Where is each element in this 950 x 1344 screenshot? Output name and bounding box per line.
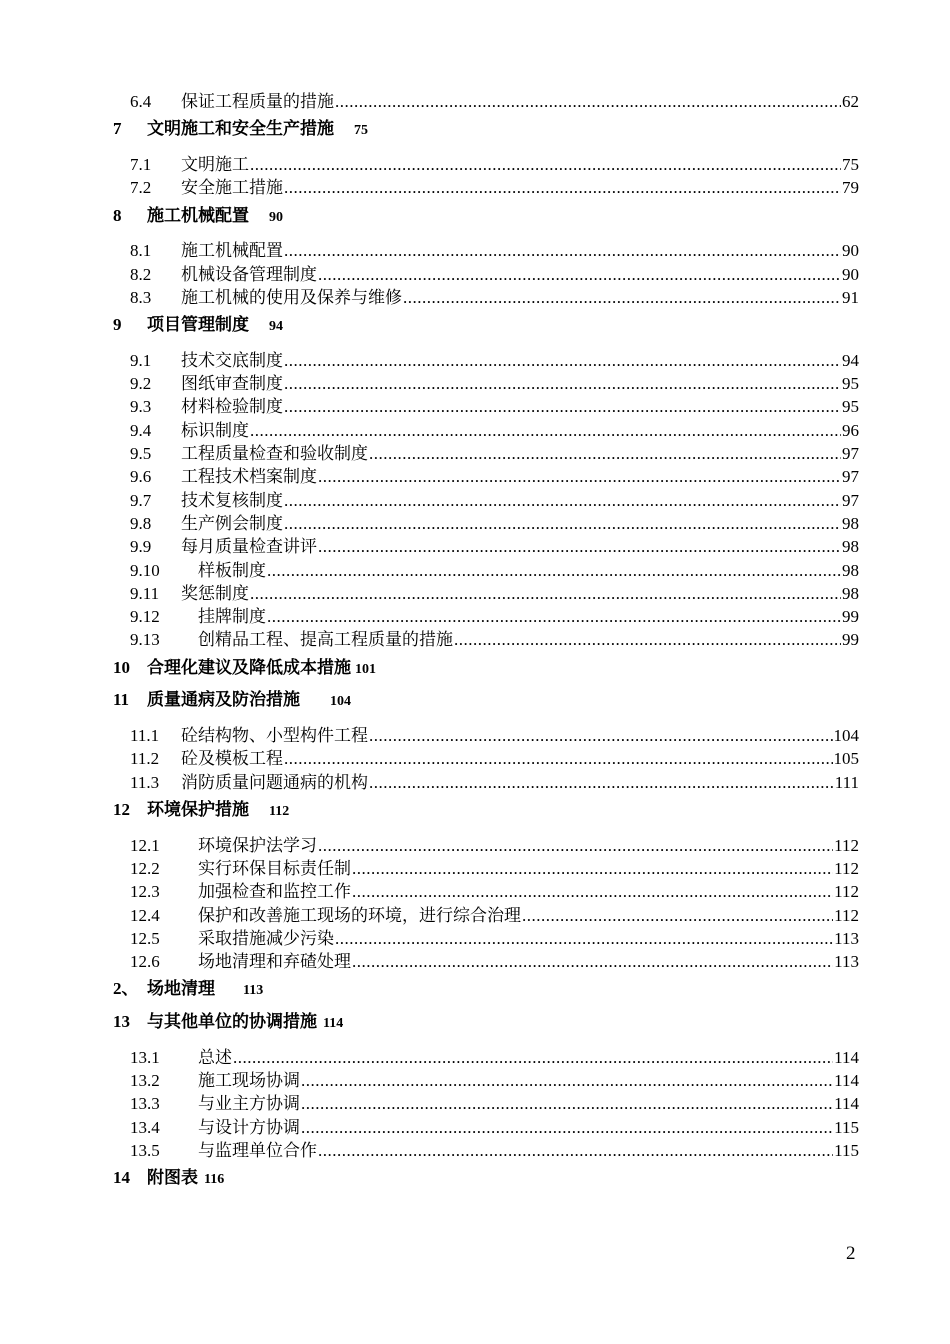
toc-entry[interactable] bbox=[113, 582, 859, 605]
entry-title: 与业主方协调 bbox=[198, 1094, 300, 1114]
entry-page: 97 bbox=[842, 467, 859, 487]
toc-entry[interactable] bbox=[113, 880, 859, 903]
entry-number: 13.5 bbox=[130, 1141, 160, 1160]
leader-dots bbox=[352, 880, 833, 903]
toc-entry[interactable] bbox=[113, 950, 859, 973]
entry-number: 11.1 bbox=[130, 726, 160, 746]
entry-number: 9.3 bbox=[130, 397, 152, 417]
toc-entry[interactable] bbox=[113, 1139, 859, 1162]
toc-entry[interactable] bbox=[113, 1116, 859, 1139]
chapter-title: 质量通病及防治措施 bbox=[147, 690, 300, 710]
entry-page: 115 bbox=[834, 1117, 859, 1137]
entry-number: 11.2 bbox=[130, 749, 160, 769]
entry-number: 8.1 bbox=[130, 241, 152, 261]
entry-page: 96 bbox=[842, 420, 859, 440]
entry-title: 采取措施减少污染 bbox=[198, 928, 334, 948]
entry-page: 112 bbox=[834, 905, 859, 925]
entry-title: 文明施工 bbox=[181, 154, 249, 174]
entry-number: 12.2 bbox=[130, 858, 160, 878]
leader-dots bbox=[369, 771, 834, 794]
chapter-number: 13 bbox=[113, 1012, 130, 1032]
entry-page: 99 bbox=[842, 630, 859, 650]
chapter-page: 104 bbox=[330, 694, 351, 710]
toc-entry[interactable] bbox=[113, 349, 859, 372]
entry-number: 9.8 bbox=[130, 513, 152, 533]
entry-page: 90 bbox=[842, 241, 859, 261]
leader-dots bbox=[403, 286, 841, 309]
entry-title: 机械设备管理制度 bbox=[181, 264, 317, 284]
entry-page: 115 bbox=[834, 1141, 859, 1160]
toc-entry[interactable] bbox=[113, 239, 859, 262]
entry-title: 创精品工程、提高工程质量的措施 bbox=[198, 630, 453, 650]
leader-dots bbox=[250, 153, 841, 176]
entry-title: 材料检验制度 bbox=[181, 397, 283, 417]
entry-title: 奖惩制度 bbox=[181, 583, 249, 603]
toc-entry[interactable] bbox=[113, 834, 859, 857]
toc-entry[interactable] bbox=[113, 559, 859, 582]
toc-chapter[interactable] bbox=[113, 794, 859, 827]
toc-entry[interactable] bbox=[113, 512, 859, 535]
leader-dots bbox=[318, 535, 841, 558]
toc-entry[interactable] bbox=[113, 90, 859, 113]
chapter-number: 14 bbox=[113, 1168, 130, 1188]
entry-page: 112 bbox=[834, 882, 859, 902]
entry-title: 砼结构物、小型构件工程 bbox=[181, 726, 368, 746]
entry-page: 99 bbox=[842, 607, 859, 627]
leader-dots bbox=[301, 1069, 833, 1092]
entry-page: 95 bbox=[842, 374, 859, 394]
entry-title: 生产例会制度 bbox=[181, 513, 283, 533]
entry-page: 114 bbox=[834, 1047, 859, 1067]
leader-dots bbox=[267, 559, 841, 582]
toc-entry[interactable] bbox=[113, 535, 859, 558]
chapter-page: 113 bbox=[243, 983, 264, 999]
chapter-page: 94 bbox=[269, 319, 283, 335]
entry-page: 97 bbox=[842, 490, 859, 510]
leader-dots bbox=[318, 834, 833, 857]
entry-title: 工程质量检查和验收制度 bbox=[181, 444, 368, 464]
chapter-number: 7 bbox=[113, 119, 122, 139]
entry-number: 11.3 bbox=[130, 772, 160, 792]
entry-page: 75 bbox=[842, 154, 859, 174]
toc-entry[interactable] bbox=[113, 395, 859, 418]
toc-entry[interactable] bbox=[113, 904, 859, 927]
toc-entry[interactable] bbox=[113, 628, 859, 651]
chapter-title: 项目管理制度 bbox=[147, 315, 249, 335]
leader-dots bbox=[250, 419, 841, 442]
chapter-page: 114 bbox=[323, 1016, 344, 1032]
entry-number: 9.1 bbox=[130, 350, 152, 370]
chapter-number: 10 bbox=[113, 657, 130, 677]
entry-title: 消防质量问题通病的机构 bbox=[181, 772, 368, 792]
chapter-title: 与其他单位的协调措施 bbox=[147, 1012, 317, 1032]
entry-number: 12.1 bbox=[130, 835, 160, 855]
entry-title: 施工机械的使用及保养与维修 bbox=[181, 287, 402, 307]
entry-title: 环境保护法学习 bbox=[198, 835, 317, 855]
toc-entry[interactable] bbox=[113, 465, 859, 488]
entry-title: 实行环保目标责任制 bbox=[198, 858, 351, 878]
toc-entry[interactable] bbox=[113, 286, 859, 309]
toc-chapter[interactable] bbox=[113, 309, 859, 342]
leader-dots bbox=[284, 349, 841, 372]
entry-page: 98 bbox=[842, 583, 859, 603]
leader-dots bbox=[250, 582, 841, 605]
entry-number: 12.6 bbox=[130, 952, 160, 972]
toc-chapter[interactable] bbox=[113, 1006, 859, 1039]
entry-title: 与设计方协调 bbox=[198, 1117, 300, 1137]
entry-title: 每月质量检查讲评 bbox=[181, 537, 317, 557]
chapter-title: 合理化建议及降低成本措施 bbox=[147, 657, 351, 677]
entry-title: 施工机械配置 bbox=[181, 241, 283, 261]
leader-dots bbox=[318, 263, 841, 286]
entry-page: 111 bbox=[834, 772, 859, 792]
entry-number: 8.2 bbox=[130, 264, 152, 284]
entry-title: 与监理单位合作 bbox=[198, 1141, 317, 1160]
entry-number: 9.11 bbox=[130, 583, 160, 603]
leader-dots bbox=[369, 442, 841, 465]
entry-number: 7.2 bbox=[130, 178, 152, 198]
toc-entry[interactable] bbox=[113, 442, 859, 465]
toc-entry[interactable] bbox=[113, 1092, 859, 1115]
toc-chapter[interactable] bbox=[113, 1162, 859, 1195]
entry-page: 97 bbox=[842, 444, 859, 464]
leader-dots bbox=[284, 747, 833, 770]
entry-page: 98 bbox=[842, 513, 859, 533]
entry-number: 12.4 bbox=[130, 905, 160, 925]
entry-title: 工程技术档案制度 bbox=[181, 467, 317, 487]
leader-dots bbox=[233, 1046, 833, 1069]
entry-title: 标识制度 bbox=[181, 420, 249, 440]
entry-title: 保护和改善施工现场的环境，进行综合治理 bbox=[198, 905, 521, 925]
entry-title: 样板制度 bbox=[198, 560, 266, 580]
entry-page: 98 bbox=[842, 560, 859, 580]
leader-dots bbox=[335, 927, 833, 950]
chapter-page: 75 bbox=[354, 123, 368, 139]
toc-entry[interactable] bbox=[113, 927, 859, 950]
toc-chapter[interactable] bbox=[113, 113, 859, 146]
entry-number: 9.7 bbox=[130, 490, 152, 510]
toc-entry[interactable] bbox=[113, 857, 859, 880]
toc-chapter[interactable] bbox=[113, 200, 859, 233]
chapter-number: 12 bbox=[113, 799, 130, 819]
entry-number: 12.5 bbox=[130, 928, 160, 948]
entry-title: 安全施工措施 bbox=[181, 178, 283, 198]
toc-entry[interactable] bbox=[113, 724, 859, 747]
entry-title: 保证工程质量的措施 bbox=[181, 92, 334, 111]
chapter-page: 90 bbox=[269, 209, 283, 225]
chapter-title: 施工机械配置 bbox=[147, 205, 249, 225]
chapter-page: 112 bbox=[269, 803, 290, 819]
entry-number: 9.6 bbox=[130, 467, 152, 487]
chapter-title: 场地清理 bbox=[147, 979, 215, 999]
chapter-number: 9 bbox=[113, 315, 122, 335]
table-of-contents bbox=[113, 90, 859, 1195]
toc-entry[interactable] bbox=[113, 605, 859, 628]
entry-number: 9.5 bbox=[130, 444, 152, 464]
entry-title: 技术复核制度 bbox=[181, 490, 283, 510]
toc-entry[interactable] bbox=[113, 153, 859, 176]
leader-dots bbox=[352, 857, 833, 880]
entry-title: 图纸审查制度 bbox=[181, 374, 283, 394]
entry-number: 13.1 bbox=[130, 1047, 160, 1067]
chapter-page: 116 bbox=[204, 1172, 225, 1188]
entry-number: 9.12 bbox=[130, 607, 160, 627]
toc-entry[interactable] bbox=[113, 747, 859, 770]
entry-page: 98 bbox=[842, 537, 859, 557]
toc-entry[interactable] bbox=[113, 1046, 859, 1069]
leader-dots bbox=[369, 724, 833, 747]
leader-dots bbox=[522, 904, 833, 927]
toc-entry[interactable] bbox=[113, 263, 859, 286]
leader-dots bbox=[284, 489, 841, 512]
entry-page: 90 bbox=[842, 264, 859, 284]
entry-title: 技术交底制度 bbox=[181, 350, 283, 370]
entry-number: 9.2 bbox=[130, 374, 152, 394]
entry-number: 9.9 bbox=[130, 537, 152, 557]
leader-dots bbox=[284, 176, 841, 199]
entry-page: 94 bbox=[842, 350, 859, 370]
chapter-number: 8 bbox=[113, 205, 122, 225]
page-number: 2 bbox=[846, 1243, 856, 1264]
leader-dots bbox=[284, 372, 841, 395]
entry-number: 8.3 bbox=[130, 287, 152, 307]
chapter-title: 环境保护措施 bbox=[147, 799, 249, 819]
chapter-number: 2、 bbox=[113, 979, 139, 999]
leader-dots bbox=[454, 628, 841, 651]
entry-number: 6.4 bbox=[130, 92, 152, 111]
entry-page: 95 bbox=[842, 397, 859, 417]
entry-number: 9.4 bbox=[130, 420, 152, 440]
entry-page: 79 bbox=[842, 178, 859, 198]
leader-dots bbox=[318, 465, 841, 488]
toc-chapter[interactable] bbox=[113, 652, 859, 685]
entry-number: 13.4 bbox=[130, 1117, 160, 1137]
toc-chapter[interactable] bbox=[113, 973, 859, 1006]
entry-page: 91 bbox=[842, 287, 859, 307]
toc-entry[interactable] bbox=[113, 1069, 859, 1092]
entry-page: 104 bbox=[833, 726, 859, 746]
chapter-page: 101 bbox=[355, 661, 376, 677]
leader-dots bbox=[335, 90, 841, 113]
entry-number: 13.3 bbox=[130, 1094, 160, 1114]
chapter-title: 附图表 bbox=[147, 1168, 198, 1188]
entry-number: 9.10 bbox=[130, 560, 160, 580]
entry-page: 113 bbox=[834, 952, 859, 972]
leader-dots bbox=[352, 950, 833, 973]
entry-number: 12.3 bbox=[130, 882, 160, 902]
toc-chapter[interactable] bbox=[113, 684, 859, 717]
chapter-number: 11 bbox=[113, 690, 130, 710]
entry-title: 总述 bbox=[198, 1047, 232, 1067]
leader-dots bbox=[284, 395, 841, 418]
entry-page: 62 bbox=[842, 92, 859, 111]
entry-number: 7.1 bbox=[130, 154, 152, 174]
toc-entry[interactable] bbox=[113, 419, 859, 442]
entry-title: 加强检查和监控工作 bbox=[198, 882, 351, 902]
entry-page: 114 bbox=[834, 1071, 859, 1091]
leader-dots bbox=[318, 1139, 833, 1162]
entry-title: 砼及模板工程 bbox=[181, 749, 283, 769]
leader-dots bbox=[284, 512, 841, 535]
entry-title: 施工现场协调 bbox=[198, 1071, 300, 1091]
toc-entry[interactable] bbox=[113, 372, 859, 395]
toc-entry[interactable] bbox=[113, 489, 859, 512]
leader-dots bbox=[284, 239, 841, 262]
entry-number: 13.2 bbox=[130, 1071, 160, 1091]
leader-dots bbox=[301, 1116, 833, 1139]
toc-entry[interactable] bbox=[113, 771, 859, 794]
entry-page: 114 bbox=[834, 1094, 859, 1114]
entry-page: 105 bbox=[833, 749, 859, 769]
entry-page: 113 bbox=[834, 928, 859, 948]
entry-page: 112 bbox=[834, 835, 859, 855]
leader-dots bbox=[267, 605, 841, 628]
entry-title: 挂牌制度 bbox=[198, 607, 266, 627]
entry-page: 112 bbox=[834, 858, 859, 878]
entry-number: 9.13 bbox=[130, 630, 160, 650]
toc-entry[interactable] bbox=[113, 176, 859, 199]
chapter-title: 文明施工和安全生产措施 bbox=[147, 119, 334, 139]
leader-dots bbox=[301, 1092, 833, 1115]
entry-title: 场地清理和弃碴处理 bbox=[198, 952, 351, 972]
